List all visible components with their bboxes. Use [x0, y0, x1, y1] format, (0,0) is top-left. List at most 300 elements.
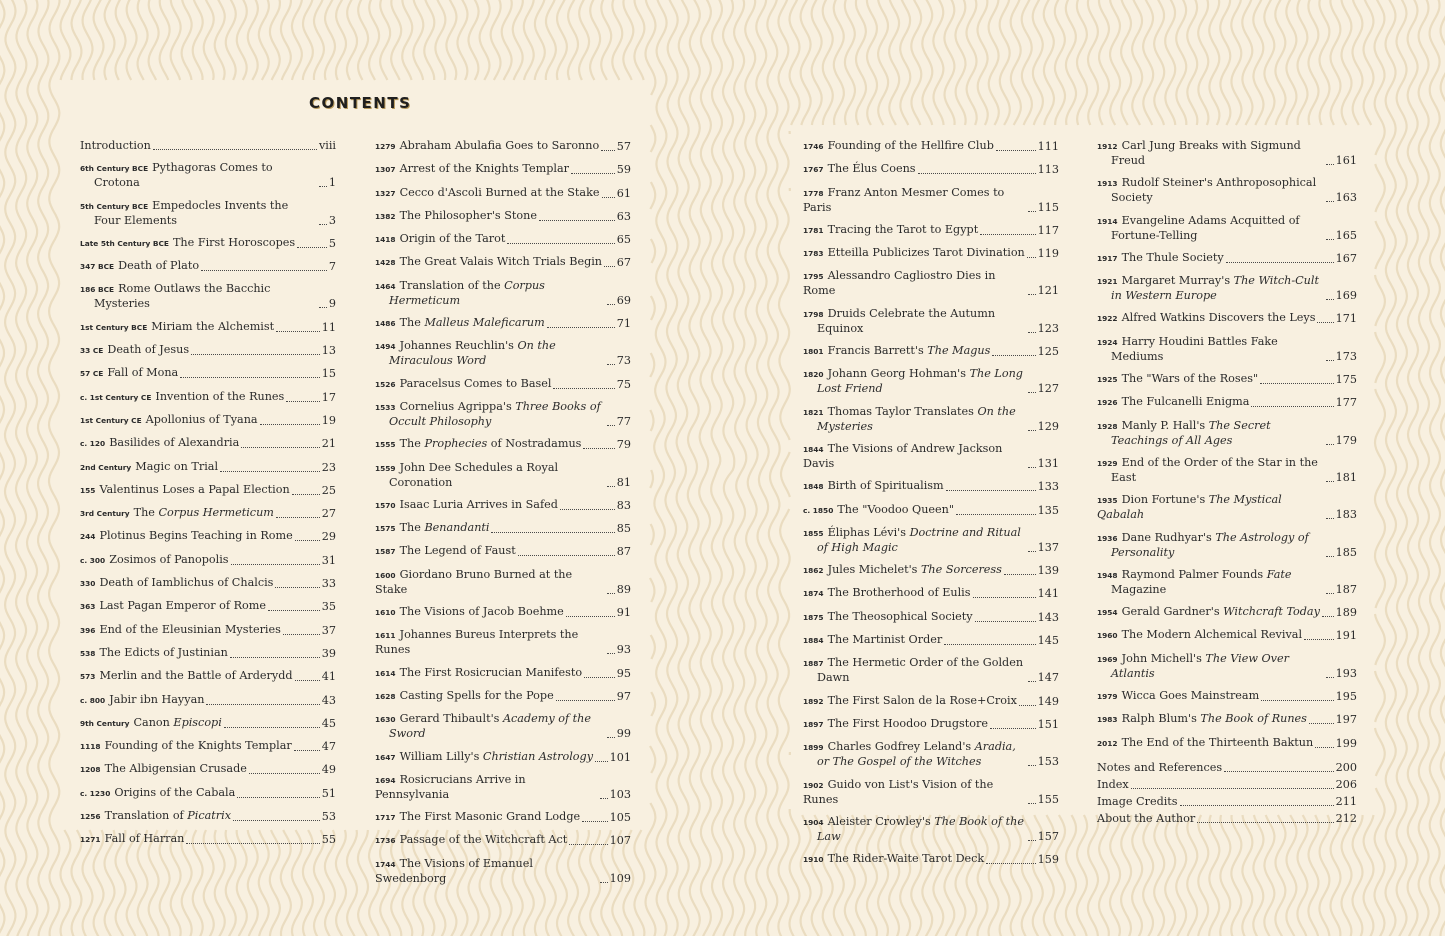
toc-entry-text: Image Credits: [1097, 795, 1178, 809]
toc-entry-page: 11: [321, 320, 336, 334]
toc-entry-page: 185: [1335, 545, 1357, 559]
toc-entry-text: Apollonius of Tyana: [145, 412, 258, 426]
toc-entry: [80, 786, 336, 801]
dot-leader: [1028, 840, 1036, 841]
contents-heading: CONTENTS: [309, 94, 412, 112]
toc-entry-title: [803, 694, 1017, 709]
toc-entry-date: 1960: [1097, 631, 1118, 641]
toc-entry-title: [1097, 311, 1315, 326]
toc-entry-title: [80, 282, 317, 311]
toc-entry-title: [80, 669, 293, 684]
toc-entry-title: [803, 405, 1026, 434]
toc-entry-text: Canon Episcopi: [133, 715, 222, 729]
dot-leader: [607, 653, 615, 654]
toc-entry-date: 1875: [803, 612, 824, 622]
toc-entry-date: 538: [80, 648, 96, 658]
toc-entry: [1097, 251, 1357, 266]
toc-entry-title: [80, 343, 189, 358]
toc-entry: [803, 563, 1059, 578]
toc-entry-title: [80, 320, 274, 335]
toc-entry-page: 151: [1037, 717, 1059, 731]
toc-entry-page: 113: [1037, 163, 1059, 177]
toc-entry-date: 1926: [1097, 398, 1118, 408]
dot-leader: [996, 150, 1036, 151]
toc-entry-title: [375, 568, 605, 597]
toc-entry-page: 197: [1335, 713, 1357, 727]
toc-entry-title: [803, 307, 1026, 336]
toc-entry: [80, 762, 336, 777]
toc-entry-text: The First Rosicrucian Manifesto: [399, 665, 583, 679]
dot-leader: [944, 644, 1035, 645]
toc-entry-text: Gerard Thibault's Academy of the Sword: [389, 712, 591, 741]
toc-entry: [375, 833, 631, 848]
toc-entry-page: 79: [616, 438, 631, 452]
toc-entry-title: [80, 139, 151, 153]
toc-entry: [80, 693, 336, 708]
toc-entry-text: The Brotherhood of Eulis: [827, 586, 971, 600]
toc-entry-title: [375, 377, 551, 392]
dot-leader: [601, 150, 615, 151]
dot-leader: [231, 564, 320, 565]
dot-leader: [319, 186, 327, 187]
toc-entry: [1097, 605, 1357, 620]
dot-leader: [1028, 681, 1036, 682]
dot-leader: [553, 388, 614, 389]
backmatter-entry: [1097, 795, 1357, 809]
toc-entry-page: 109: [609, 871, 631, 885]
toc-entry: [803, 367, 1059, 396]
toc-entry-date: 5th Century BCE: [80, 201, 149, 211]
toc-entry: [1097, 689, 1357, 704]
toc-entry-page: 49: [321, 763, 336, 777]
dot-leader: [220, 471, 320, 472]
toc-entry-text: Index: [1097, 777, 1129, 791]
toc-entry-title: [80, 529, 293, 544]
toc-entry-text: Origin of the Tarot: [399, 232, 506, 246]
dot-leader: [1028, 467, 1036, 468]
toc-column-1: [80, 139, 336, 856]
toc-entry-page: 41: [321, 670, 336, 684]
dot-leader: [224, 727, 320, 728]
toc-entry-page: 131: [1037, 456, 1059, 470]
toc-entry-date: 3rd Century: [80, 509, 130, 519]
toc-entry-date: 1767: [803, 165, 824, 175]
toc-entry: [803, 246, 1059, 261]
toc-entry-title: [1097, 335, 1324, 364]
toc-entry-title: [375, 810, 580, 825]
toc-entry-title: [803, 246, 1025, 261]
toc-entry-page: 19: [321, 413, 336, 427]
dot-leader: [1326, 556, 1334, 557]
toc-entry-page: 157: [1037, 829, 1059, 843]
toc-entry-date: 33 CE: [80, 346, 104, 356]
toc-entry-date: 1744: [375, 859, 396, 869]
toc-entry-text: Harry Houdini Battles Fake Mediums: [1111, 334, 1278, 363]
toc-entry-page: 111: [1037, 140, 1059, 153]
dot-leader: [276, 331, 320, 332]
toc-entry-title: [375, 857, 598, 886]
toc-entry-text: Dane Rudhyar's The Astrology of Personality: [1111, 530, 1309, 559]
dot-leader: [1197, 822, 1333, 823]
toc-entry-date: 1783: [803, 249, 824, 259]
toc-entry-title: [1097, 736, 1313, 751]
toc-entry-text: The Hermetic Order of the Golden Dawn: [817, 656, 1024, 685]
toc-entry: [375, 400, 631, 429]
toc-entry-date: 1418: [375, 235, 396, 245]
toc-entry-title: [375, 316, 545, 331]
toc-entry: [803, 344, 1059, 359]
toc-entry: [375, 689, 631, 704]
toc-entry-page: 59: [616, 163, 631, 177]
toc-entry-date: 396: [80, 625, 96, 635]
toc-entry-title: [803, 526, 1026, 555]
toc-entry-page: 161: [1335, 154, 1357, 167]
toc-entry-date: 1928: [1097, 421, 1118, 431]
dot-leader: [286, 401, 319, 402]
toc-entry-title: [1097, 139, 1324, 168]
toc-entry-title: [375, 255, 602, 270]
dot-leader: [230, 657, 320, 658]
toc-entry: [375, 712, 631, 741]
toc-entry: [1097, 372, 1357, 387]
toc-entry-date: c. 1230: [80, 788, 111, 798]
dot-leader: [241, 447, 319, 448]
toc-entry-title: [1097, 628, 1302, 643]
toc-entry-title: [375, 232, 505, 247]
toc-entry-text: Rudolf Steiner's Anthroposophical Society: [1111, 176, 1317, 205]
toc-entry-text: Alessandro Cagliostro Dies in Rome: [803, 269, 996, 298]
dot-leader: [319, 224, 327, 225]
toc-entry-title: [375, 279, 605, 308]
toc-entry-text: Isaac Luria Arrives in Safed: [399, 497, 558, 511]
toc-entry-page: 117: [1037, 223, 1059, 237]
toc-entry: [80, 139, 336, 153]
toc-entry-title: [80, 413, 258, 428]
toc-entry-date: 1983: [1097, 715, 1118, 725]
toc-entry-page: 63: [616, 209, 631, 223]
toc-entry-page: 177: [1335, 396, 1357, 410]
toc-entry-text: The Modern Alchemical Revival: [1121, 628, 1303, 642]
dot-leader: [973, 597, 1036, 598]
toc-entry-title: [1097, 795, 1178, 809]
toc-entry-page: 15: [321, 367, 336, 381]
toc-entry-title: [80, 739, 292, 754]
toc-entry-text: John Michell's The View Over Atlantis: [1111, 651, 1289, 680]
toc-entry: [1097, 311, 1357, 326]
toc-entry-title: [1097, 778, 1129, 792]
toc-entry-page: 81: [616, 475, 631, 489]
toc-entry-date: 363: [80, 602, 96, 612]
toc-entry-date: 1910: [803, 855, 824, 865]
toc-entry-title: [80, 161, 317, 190]
toc-entry-title: [375, 400, 605, 429]
toc-entry-page: 73: [616, 354, 631, 368]
toc-entry-title: [80, 199, 317, 228]
toc-entry-date: c. 120: [80, 439, 106, 449]
toc-entry: [80, 390, 336, 405]
toc-entry-text: Aleister Crowley's The Book of the Law: [817, 814, 1024, 843]
toc-entry-page: 93: [616, 643, 631, 657]
toc-entry-title: [375, 712, 605, 741]
dot-leader: [1180, 805, 1334, 806]
toc-entry-page: 199: [1335, 736, 1357, 750]
toc-entry-title: [803, 852, 984, 867]
toc-entry: [80, 506, 336, 521]
toc-entry-page: 139: [1037, 564, 1059, 578]
toc-entry-title: [1097, 605, 1320, 620]
toc-entry: [1097, 712, 1357, 727]
toc-entry-text: Éliphas Lévi's Doctrine and Ritual of High Magic: [817, 525, 1021, 554]
toc-entry: [1097, 652, 1357, 681]
toc-entry-title: [80, 483, 290, 498]
dot-leader: [1251, 406, 1333, 407]
toc-entry: [80, 199, 336, 228]
toc-entry: [80, 282, 336, 311]
toc-entry-title: [80, 576, 273, 591]
toc-entry-page: 31: [321, 553, 336, 567]
toc-entry-title: [803, 586, 971, 601]
toc-entry-title: [803, 186, 1026, 215]
toc-entry-text: The Great Valais Witch Trials Begin: [399, 255, 603, 269]
toc-entry-text: Johannes Reuchlin's On the Miraculous Word: [389, 339, 556, 368]
toc-entry-title: [1097, 531, 1324, 560]
toc-entry: [375, 857, 631, 886]
toc-entry-date: 1600: [375, 570, 396, 580]
dot-leader: [1326, 593, 1334, 594]
toc-entry-page: 191: [1335, 629, 1357, 643]
toc-entry-date: 1969: [1097, 654, 1118, 664]
toc-entry-date: 1610: [375, 608, 396, 618]
dot-leader: [1304, 639, 1334, 640]
dot-leader: [595, 761, 608, 762]
toc-entry-date: 1st Century BCE: [80, 322, 148, 332]
toc-entry-page: 129: [1037, 419, 1059, 433]
toc-entry: [803, 503, 1059, 518]
toc-entry-page: 127: [1037, 382, 1059, 396]
toc-entry-date: 1307: [375, 165, 396, 175]
toc-entry-page: 187: [1335, 582, 1357, 596]
toc-entry-text: Margaret Murray's The Witch-Cult in Western Europe: [1111, 274, 1319, 303]
dot-leader: [295, 680, 320, 681]
toc-entry-page: 200: [1335, 760, 1357, 774]
toc-entry-page: 183: [1335, 508, 1357, 522]
toc-entry-title: [80, 259, 199, 274]
toc-entry-page: 39: [321, 646, 336, 660]
toc-entry-title: [803, 656, 1026, 685]
toc-entry-page: 163: [1335, 191, 1357, 205]
toc-entry-date: 1979: [1097, 692, 1118, 702]
dot-leader: [275, 587, 319, 588]
dot-leader: [518, 555, 615, 556]
toc-entry: [803, 852, 1059, 867]
toc-entry-text: Pythagoras Comes to Crotona: [94, 161, 273, 190]
toc-entry-text: William Lilly's Christian Astrology: [399, 749, 594, 763]
toc-entry-date: 1717: [375, 813, 396, 823]
toc-entry-page: 7: [328, 260, 336, 274]
toc-entry-text: Guido von List's Vision of the Runes: [803, 777, 994, 806]
toc-entry-text: Zosimos of Panopolis: [109, 552, 229, 566]
toc-entry: [803, 610, 1059, 625]
toc-entry-page: 195: [1335, 690, 1357, 704]
toc-entry-page: 206: [1335, 777, 1357, 791]
toc-entry-date: 1844: [803, 444, 824, 454]
toc-entry-title: [803, 139, 994, 154]
dot-leader: [1028, 294, 1036, 295]
toc-entry-date: 1925: [1097, 375, 1118, 385]
toc-entry-page: 155: [1037, 792, 1059, 806]
dot-leader: [186, 843, 319, 844]
dot-leader: [583, 448, 614, 449]
toc-entry-page: 173: [1335, 349, 1357, 363]
toc-entry-title: [803, 563, 1002, 578]
toc-entry-date: 6th Century BCE: [80, 164, 149, 174]
toc-entry: [1097, 493, 1357, 522]
dot-leader: [547, 327, 615, 328]
toc-entry-title: [375, 666, 582, 681]
toc-entry-text: Jabir ibn Hayyan: [109, 692, 205, 706]
toc-entry: [80, 436, 336, 451]
toc-entry: [1097, 456, 1357, 485]
toc-entry-text: Invention of the Runes: [155, 389, 285, 403]
toc-entry-date: 330: [80, 579, 96, 589]
toc-entry-text: Cecco d'Ascoli Burned at the Stake: [399, 185, 600, 199]
toc-entry-text: Druids Celebrate the Autumn Equinox: [817, 306, 996, 335]
toc-entry: [803, 526, 1059, 555]
toc-entry-date: 1795: [803, 272, 824, 282]
toc-entry-text: Miriam the Alchemist: [151, 319, 275, 333]
toc-entry: [80, 259, 336, 274]
toc-entry: [80, 553, 336, 568]
toc-entry-title: [80, 786, 235, 801]
toc-entry-date: 1913: [1097, 179, 1118, 189]
toc-entry-text: The Legend of Faust: [399, 544, 516, 558]
toc-entry: [80, 343, 336, 358]
toc-entry-text: Rome Outlaws the Bacchic Mysteries: [94, 282, 271, 311]
toc-entry-text: Charles Godfrey Leland's Aradia, or The Gospel of the Witches: [817, 740, 1016, 769]
toc-entry: [375, 605, 631, 620]
toc-entry-date: 1929: [1097, 458, 1118, 468]
toc-entry-title: [80, 623, 281, 638]
toc-entry-title: [375, 628, 605, 657]
toc-entry: [803, 479, 1059, 494]
toc-entry-date: 1924: [1097, 337, 1118, 347]
toc-entry-date: 1611: [375, 631, 396, 641]
toc-entry-text: Carl Jung Breaks with Sigmund Freud: [1111, 139, 1301, 167]
toc-entry-text: Death of Jesus: [107, 343, 190, 357]
toc-entry-text: Evangeline Adams Acquitted of Fortune-Telling: [1111, 213, 1300, 242]
toc-entry-date: 1647: [375, 752, 396, 762]
toc-entry: [1097, 176, 1357, 205]
toc-entry-page: 87: [616, 545, 631, 559]
toc-entry-page: 95: [616, 666, 631, 680]
dot-leader: [153, 149, 317, 150]
dot-leader: [1326, 299, 1334, 300]
toc-entry-text: The Élus Coens: [827, 162, 916, 176]
dot-leader: [600, 798, 608, 799]
toc-entry: [375, 437, 631, 452]
toc-entry-date: 1271: [80, 835, 101, 845]
dot-leader: [600, 882, 608, 883]
toc-entry-text: Rosicrucians Arrive in Pennsylvania: [375, 772, 526, 801]
toc-entry: [803, 442, 1059, 471]
toc-entry-text: Jules Michelet's The Sorceress: [827, 563, 1002, 577]
toc-entry-date: 1533: [375, 402, 396, 412]
dot-leader: [980, 234, 1035, 235]
toc-entry-text: Johann Georg Hohman's The Long Lost Friend: [817, 367, 1023, 396]
toc-entry-title: [80, 390, 284, 405]
toc-entry-text: Plotinus Begins Teaching in Rome: [99, 529, 293, 543]
toc-entry-title: [80, 366, 178, 381]
toc-entry: [803, 186, 1059, 215]
toc-entry-page: 149: [1037, 694, 1059, 708]
dot-leader: [584, 677, 615, 678]
toc-entry-date: c. 300: [80, 555, 106, 565]
toc-entry-date: 1936: [1097, 533, 1118, 543]
dot-leader: [986, 863, 1035, 864]
dot-leader: [602, 197, 615, 198]
toc-entry-page: 125: [1037, 345, 1059, 359]
toc-entry: [803, 815, 1059, 844]
dot-leader: [1224, 771, 1334, 772]
right-page: [723, 0, 1445, 936]
toc-entry-page: 141: [1037, 587, 1059, 601]
toc-entry-date: 1778: [803, 188, 824, 198]
dot-leader: [1019, 705, 1036, 706]
toc-entry: [80, 669, 336, 684]
toc-column-2: [375, 139, 631, 894]
toc-entry-page: 35: [321, 600, 336, 614]
toc-entry: [80, 623, 336, 638]
toc-entry-page: 21: [321, 437, 336, 451]
toc-entry-date: 1862: [803, 566, 824, 576]
dot-leader: [233, 820, 320, 821]
toc-entry-text: Origins of the Cabala: [114, 785, 236, 799]
dot-leader: [1004, 574, 1036, 575]
dot-leader: [1028, 551, 1036, 552]
toc-entry: [375, 279, 631, 308]
toc-entry-title: [375, 773, 598, 802]
toc-entry: [803, 778, 1059, 807]
toc-entry-title: [80, 236, 295, 251]
dot-leader: [1326, 677, 1334, 678]
dot-leader: [1326, 201, 1334, 202]
toc-entry-page: 97: [616, 689, 631, 703]
toc-entry: [80, 576, 336, 591]
toc-entry-text: Death of Iamblichus of Chalcis: [99, 576, 274, 590]
toc-entry: [375, 186, 631, 201]
toc-entry-title: [80, 762, 247, 777]
toc-entry-text: Giordano Bruno Burned at the Stake: [375, 567, 573, 596]
toc-entry-page: 175: [1335, 373, 1357, 387]
toc-entry: [1097, 628, 1357, 643]
toc-entry-page: 83: [616, 498, 631, 512]
toc-entry-title: [375, 605, 564, 620]
toc-entry-text: Translation of Picatrix: [104, 809, 232, 823]
dot-leader: [1309, 723, 1334, 724]
toc-entry-title: [80, 436, 239, 451]
toc-entry: [375, 339, 631, 368]
toc-entry-page: 3: [328, 213, 336, 227]
dot-leader: [1226, 262, 1334, 263]
toc-entry: [803, 139, 1059, 154]
toc-entry: [80, 236, 336, 251]
toc-entry-date: 1848: [803, 482, 824, 492]
dot-leader: [539, 220, 615, 221]
dot-leader: [191, 354, 320, 355]
toc-entry-page: 89: [616, 582, 631, 596]
toc-entry: [80, 366, 336, 381]
toc-entry-page: 25: [321, 483, 336, 497]
